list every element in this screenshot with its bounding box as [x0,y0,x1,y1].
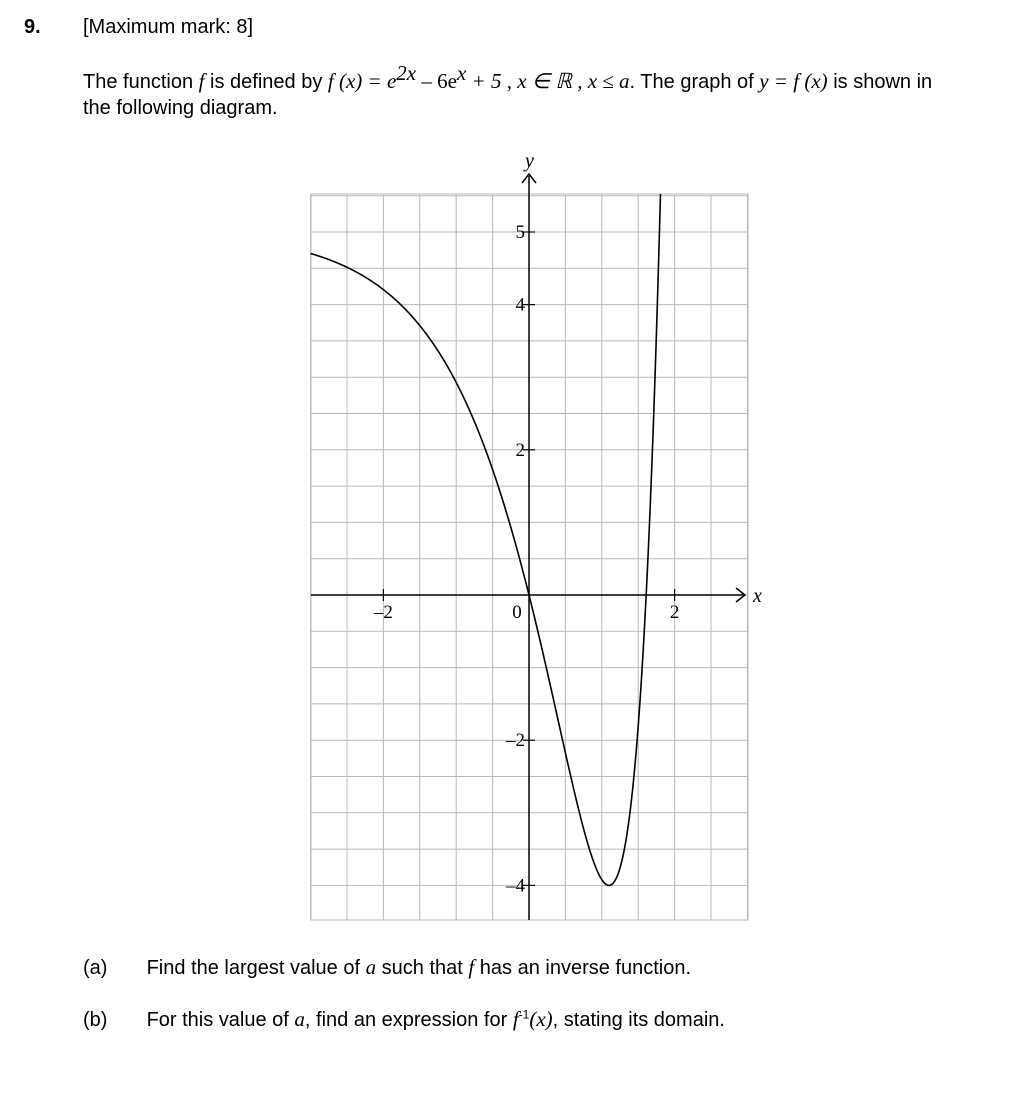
part-a-f: f [468,955,475,979]
part-a-text-1: Find the largest value of [146,957,361,979]
stem-exp-2x: 2x [396,61,417,85]
part-b-a: a [294,1007,305,1031]
part-b-arg: (x) [529,1007,553,1031]
y-tick-label: 4 [515,294,525,316]
y-axis-label: y [525,150,534,172]
x-tick-label: –2 [373,602,393,623]
part-b-text-1: For this value of [146,1009,289,1031]
part-b [83,1007,725,1032]
stem-text-1: The function [83,71,194,93]
part-a-label: (a) [83,957,108,979]
part-b-text-2: , find an expression for [304,1009,508,1031]
stem-exp-x: x [456,61,467,85]
x-axis-label: x [753,585,762,607]
stem-y-equals-fx: y = f (x) [759,69,828,93]
part-b-finv: f [512,1007,519,1031]
y-tick-label: 2 [515,439,525,461]
tick-labels [373,150,762,896]
function-curve [311,194,661,885]
maximum-mark: [Maximum mark: 8] [83,16,254,38]
part-a-a: a [365,955,377,979]
y-tick-label: –2 [506,730,525,752]
part-a-text-3: has an inverse function. [479,957,692,979]
part-a-text-2: such that [381,957,463,979]
stem-minus-6e: – 6e [416,69,457,93]
x-tick-label: 2 [669,602,680,623]
stem-text-3: . The graph of [629,71,754,93]
part-a [83,955,691,980]
y-tick-label: –4 [506,875,525,897]
stem-domain: + 5 , x ∈ ℝ , x ≤ a [466,69,630,93]
stem-text-4: is shown in the following diagram. [83,71,933,119]
y-tick-label: 5 [515,222,525,243]
stem-fx: f (x) = e [327,69,397,93]
origin-label: 0 [512,602,522,623]
part-b-label: (b) [83,1009,108,1031]
part-b-text-3: , stating its domain. [552,1009,725,1031]
stem-f: f [198,69,205,93]
stem-text-2: is defined by [210,71,323,93]
axes [311,174,745,920]
part-b-sup: -1 [518,1007,530,1022]
question-number: 9. [24,16,41,38]
